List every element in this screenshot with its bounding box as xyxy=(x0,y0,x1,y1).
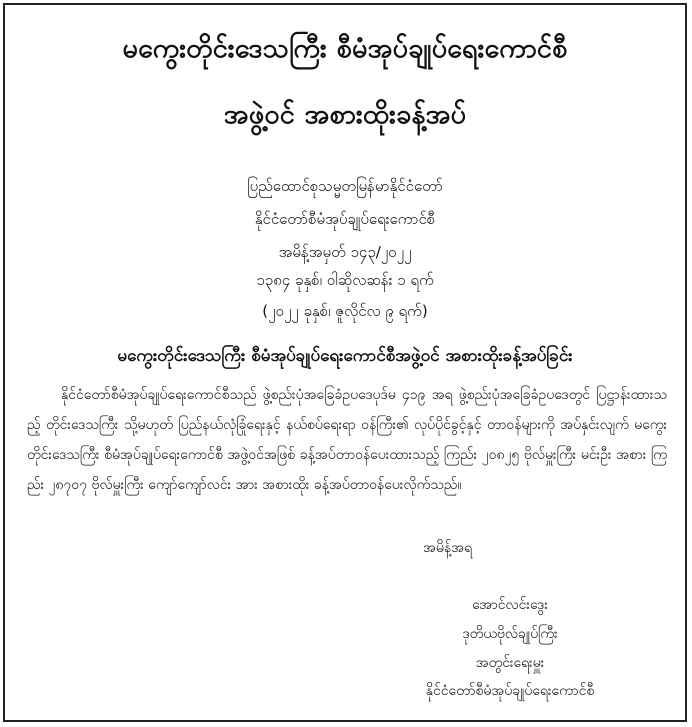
announcement-title-line-2: အဖွဲ့ဝင် အစားထိုးခန့်အပ် xyxy=(223,99,467,130)
signatory-rank: ဒုတိယဗိုလ်ချုပ်ကြီး xyxy=(462,626,558,642)
announcement-title-line-1: မကွေးတိုင်းဒေသကြီး စီမံအုပ်ချုပ်ရေးကောင်စီ xyxy=(122,33,568,64)
order-subject: မကွေးတိုင်းဒေသကြီး စီမံအုပ်ချုပ်ရေးကောင်စီအဖွဲ့ဝင် အစားထိုးခန့်အပ်ခြင်း xyxy=(117,346,573,366)
council-name: နိုင်ငံတော်စီမံအုပ်ချုပ်ရေးကောင်စီ xyxy=(254,210,436,228)
country-name: ပြည်ထောင်စုသမ္မတမြန်မာနိုင်ငံတော် xyxy=(247,177,443,195)
signatory-organization: နိုင်ငံတော်စီမံအုပ်ချုပ်ရေးကောင်စီ xyxy=(425,683,595,699)
by-order-label: အမိန့်အရ xyxy=(423,540,472,556)
signatory-name: အောင်လင်းဒွေး xyxy=(472,597,548,613)
signatory-position: အတွင်းရေးမှူး xyxy=(475,655,545,671)
announcement-frame xyxy=(3,3,687,722)
order-body-paragraph: နိုင်ငံတော်စီမံအုပ်ချုပ်ရေးကောင်စီသည် ဖွဲ့စည်းပုံအခြေခံဥပဒေပုဒ်မ ၄၁၉ အရ ဖွဲ့စည်းပုံအခြေခံဥပဒေတွင် ပြဋ္ဌာန်းထားသည့် တိုင်းဒေသကြီး သို့မဟုတ် ပြည်နယ်လုံခြုံရေးနှင့် နယ်စပ်ရေးရာ ဝန်ကြီး၏ လုပ်ပိုင်ခွင့်နှင့် တာဝန်များကို အပ်နှင်းလျက် မကွေးတိုင်းဒေသကြီး စီမံအုပ်ချုပ်ရေးကောင်စီ အဖွဲ့ဝင်အဖြစ် ခန့်အပ်တာဝန်ပေးထားသည့် ကြည်း ၂၀၈၂၅ ဗိုလ်မှူးကြီး မင်းဦး အစား ကြည်း ၂၈၇၀၇ ဗိုလ်မှူးကြီး ကျော်ကျော်လင်း အား အစားထိုး ခန့်အပ်တာဝန်ပေးလိုက်သည်။ xyxy=(27,387,667,493)
order-number: အမိန့်အမှတ် ၁၄၃/၂၀၂၂ xyxy=(278,243,412,261)
gregorian-date: (၂၀၂၂ ခုနှစ်၊ ဇူလိုင်လ ၉ ရက်) xyxy=(262,302,428,320)
myanmar-date: ၁၃၈၄ ခုနှစ်၊ ဝါဆိုလဆန်း ၁ ရက် xyxy=(256,271,434,289)
